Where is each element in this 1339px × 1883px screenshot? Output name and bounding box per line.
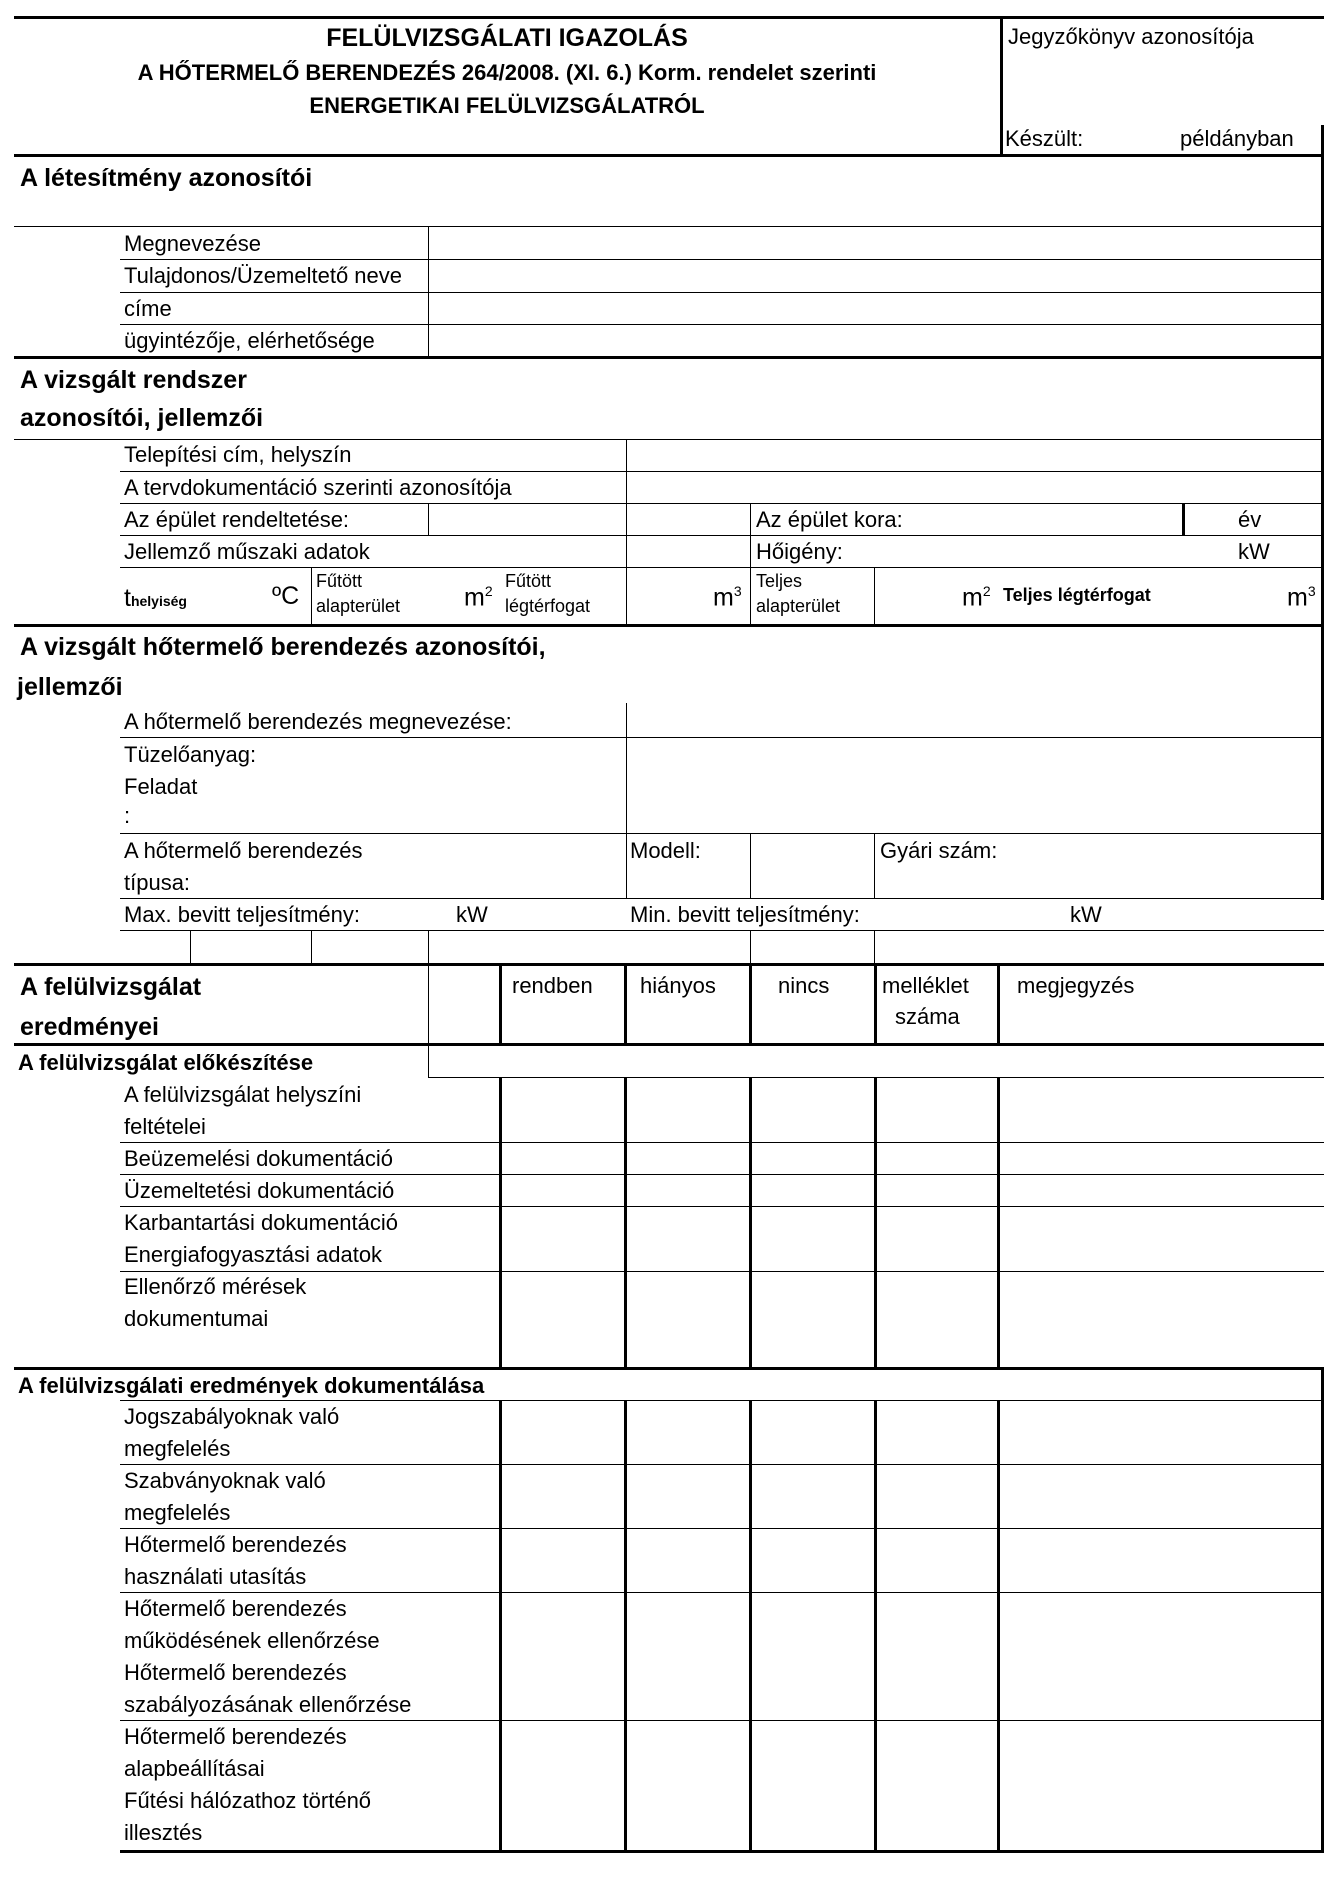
system-row-line xyxy=(120,503,1324,504)
max-power-label: Max. bevitt teljesítmény: xyxy=(124,902,360,927)
equipment-heading-1: A vizsgált hőtermelő berendezés azonosítói, xyxy=(20,633,546,661)
doc-item-4-line1: Hőtermelő berendezés xyxy=(124,1596,347,1621)
grid-line xyxy=(874,930,875,964)
equipment-heading-2: jellemzői xyxy=(17,673,123,701)
model-label: Modell: xyxy=(630,838,701,863)
task-colon: : xyxy=(124,803,131,828)
prep-col-line xyxy=(749,1077,752,1368)
room-temp-label: thelyiség xyxy=(124,584,187,612)
tech-data-label: Jellemző műszaki adatok xyxy=(124,539,370,564)
doc-row-line xyxy=(120,1592,1324,1593)
prep-col-line xyxy=(874,1077,877,1368)
heated-volume-unit: $m^3$ xyxy=(713,583,742,612)
doc-item-6-line1: Hőtermelő berendezés xyxy=(124,1724,347,1749)
results-header-bottom xyxy=(14,1043,1324,1046)
grid-line xyxy=(311,930,312,964)
facility-line xyxy=(14,226,1324,227)
min-power-unit: kW xyxy=(1070,902,1102,927)
facility-row-line xyxy=(120,259,1324,260)
facility-col-line xyxy=(428,226,429,356)
doc-right-border xyxy=(1321,1367,1324,1853)
doc-item-4-line2: működésének ellenőrzése xyxy=(124,1628,380,1653)
results-col-line xyxy=(499,963,502,1045)
design-id-label: A tervdokumentáció szerinti azonosítója xyxy=(124,475,512,500)
system-line xyxy=(14,439,1324,440)
doc-row-line xyxy=(120,1464,1324,1465)
prep-col-line xyxy=(997,1077,1000,1368)
results-col-line xyxy=(428,963,429,1045)
system-row-line xyxy=(120,567,1324,568)
doc-col-line xyxy=(874,1400,877,1853)
right-border xyxy=(1321,125,1324,900)
equipment-type-label-1: A hőtermelő berendezés xyxy=(124,838,363,863)
prep-item-6-line2: dokumentumai xyxy=(124,1306,269,1331)
heat-demand-label: Hőigény: xyxy=(756,539,843,564)
header-divider xyxy=(1000,16,1003,157)
prep-row-line xyxy=(120,1174,1324,1175)
doc-col-line xyxy=(997,1400,1000,1853)
prep-col-line xyxy=(499,1077,502,1368)
building-purpose-label: Az épület rendeltetése: xyxy=(124,507,350,532)
doc-item-2-line2: megfelelés xyxy=(124,1500,231,1525)
doc-row-line xyxy=(120,1528,1324,1529)
prep-heading: A felülvizsgálat előkészítése xyxy=(18,1050,314,1075)
equipment-row-line xyxy=(120,833,1324,834)
system-heading-2: azonosítói, jellemzői xyxy=(20,404,264,432)
facility-contact-label: ügyintézője, elérhetősége xyxy=(124,328,375,353)
facility-row-line xyxy=(120,324,1324,325)
total-area-label-2: alapterület xyxy=(756,596,841,616)
system-bottom-border xyxy=(14,624,1324,627)
heated-area-label-2: alapterület xyxy=(316,596,401,616)
system-col-line xyxy=(750,503,751,625)
results-col-line xyxy=(997,963,1000,1045)
facility-row-line xyxy=(120,292,1324,293)
building-age-unit: év xyxy=(1238,507,1262,532)
celsius-unit: ºC xyxy=(272,582,300,610)
protocol-id-label: Jegyzőkönyv azonosítója xyxy=(1008,24,1254,49)
results-col-line xyxy=(874,963,877,1045)
doc-col-line xyxy=(624,1400,627,1853)
doc-item-2-line1: Szabványoknak való xyxy=(124,1468,326,1493)
doc-item-5-line1: Hőtermelő berendezés xyxy=(124,1660,347,1685)
prep-row-line xyxy=(120,1206,1324,1207)
serial-label: Gyári szám: xyxy=(880,838,998,863)
grid-line xyxy=(190,930,191,964)
header-bottom-border xyxy=(14,154,1324,157)
doc-item-3-line1: Hőtermelő berendezés xyxy=(124,1532,347,1557)
facility-address-label: címe xyxy=(124,296,172,321)
equipment-row-line xyxy=(120,898,1324,899)
equipment-col-line xyxy=(750,833,751,898)
equipment-name-label: A hőtermelő berendezés megnevezése: xyxy=(124,709,512,734)
system-col-line xyxy=(428,503,429,535)
doc-bottom-border xyxy=(120,1850,1324,1853)
doc-item-7-line1: Fűtési hálózathoz történő xyxy=(124,1788,372,1813)
prep-bottom-border xyxy=(14,1367,1324,1370)
prep-item-5: Energiafogyasztási adatok xyxy=(124,1242,383,1267)
results-heading-2: eredményei xyxy=(20,1013,159,1041)
facility-bottom-border xyxy=(14,356,1324,359)
form-subtitle-2: ENERGETIKAI FELÜLVIZSGÁLATRÓL xyxy=(309,93,705,118)
min-power-label: Min. bevitt teljesítmény: xyxy=(630,902,860,927)
equipment-col-line xyxy=(874,833,875,898)
doc-heading: A felülvizsgálati eredmények dokumentálása xyxy=(18,1373,485,1398)
results-col-line xyxy=(624,963,627,1045)
heated-volume-label-1: Fűtött xyxy=(505,571,552,591)
prep-row-line xyxy=(120,1271,1324,1272)
total-volume-label: Teljes légtérfogat xyxy=(1003,585,1151,605)
total-area-unit: $m^2$ xyxy=(962,583,991,612)
grid-line xyxy=(750,930,751,964)
prep-item-3: Üzemeltetési dokumentáció xyxy=(124,1178,395,1203)
heat-demand-unit: kW xyxy=(1238,539,1270,564)
prep-item-4: Karbantartási dokumentáció xyxy=(124,1210,398,1235)
equipment-row-line xyxy=(120,930,1324,931)
building-age-label: Az épület kora: xyxy=(756,507,903,532)
col-annex-header-2: száma xyxy=(895,1004,960,1029)
facility-heading: A létesítmény azonosítói xyxy=(20,164,313,192)
made-label: Készült: xyxy=(1005,126,1084,151)
age-divider xyxy=(1182,503,1185,535)
prep-col-line xyxy=(624,1077,627,1368)
doc-row-line xyxy=(120,1400,1324,1401)
results-col-line xyxy=(749,963,752,1045)
equipment-bottom-border xyxy=(14,963,1324,966)
form-subtitle-1: A HŐTERMELŐ BERENDEZÉS 264/2008. (XI. 6.) Korm. rendelet szerinti xyxy=(137,60,877,85)
doc-item-5-line2: szabályozásának ellenőrzése xyxy=(124,1692,412,1717)
col-none-header: nincs xyxy=(778,973,830,998)
facility-owner-label: Tulajdonos/Üzemeltető neve xyxy=(124,263,403,288)
equipment-row-line xyxy=(120,737,1324,738)
fuel-label: Tüzelőanyag: xyxy=(124,742,257,767)
grid-line xyxy=(428,930,429,964)
system-col-line xyxy=(874,567,875,625)
form-title: FELÜLVIZSGÁLATI IGAZOLÁS xyxy=(326,24,688,52)
max-power-unit: kW xyxy=(456,902,488,927)
system-row-line xyxy=(120,471,1324,472)
install-address-label: Telepítési cím, helyszín xyxy=(124,442,352,467)
prep-item-1-line1: A felülvizsgálat helyszíni xyxy=(124,1082,362,1107)
prep-item-2: Beüzemelési dokumentáció xyxy=(124,1146,394,1171)
col-ok-header: rendben xyxy=(512,973,593,998)
heated-area-unit: $m^2$ xyxy=(464,583,493,612)
doc-item-6-line2: alapbeállításai xyxy=(124,1756,265,1781)
total-area-label-1: Teljes xyxy=(756,571,803,591)
doc-item-7-line2: illesztés xyxy=(124,1820,203,1845)
doc-col-line xyxy=(749,1400,752,1853)
equipment-col-line xyxy=(626,703,627,898)
copies-label: példányban xyxy=(1180,126,1294,151)
prep-item-1-line2: feltételei xyxy=(124,1114,206,1139)
form-top-border xyxy=(14,16,1324,19)
prep-item-6-line1: Ellenőrző mérések xyxy=(124,1274,307,1299)
heated-volume-label-2: légtérfogat xyxy=(505,596,591,616)
system-row-line xyxy=(120,535,1324,536)
total-volume-unit: $m^3$ xyxy=(1287,583,1316,612)
system-col-line xyxy=(311,567,312,625)
col-note-header: megjegyzés xyxy=(1017,973,1135,998)
system-heading-1: A vizsgált rendszer xyxy=(20,366,247,394)
prep-col-line xyxy=(428,1045,429,1078)
doc-row-line xyxy=(120,1720,1324,1721)
col-missing-header: hiányos xyxy=(640,973,716,998)
doc-col-line xyxy=(499,1400,502,1853)
heated-area-label-1: Fűtött xyxy=(316,571,363,591)
system-col-line xyxy=(626,439,627,625)
doc-item-3-line2: használati utasítás xyxy=(124,1564,307,1589)
results-heading-1: A felülvizsgálat xyxy=(20,973,202,1001)
col-annex-header-1: melléklet xyxy=(882,973,969,998)
task-label: Feladat xyxy=(124,774,198,799)
equipment-type-label-2: típusa: xyxy=(124,870,191,895)
facility-name-label: Megnevezése xyxy=(124,231,261,256)
doc-item-1-line2: megfelelés xyxy=(124,1436,231,1461)
doc-item-1-line1: Jogszabályoknak való xyxy=(124,1404,340,1429)
prep-row-line xyxy=(120,1142,1324,1143)
